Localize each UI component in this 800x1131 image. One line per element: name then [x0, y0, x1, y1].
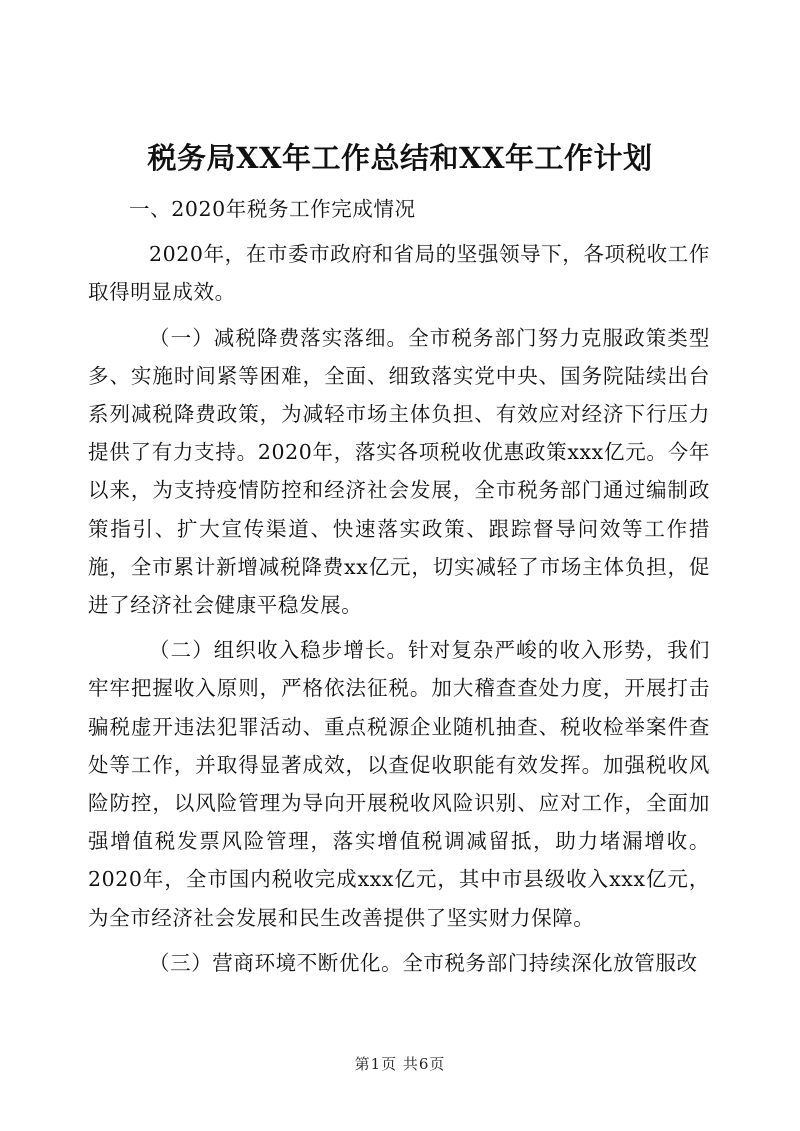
intro-paragraph: 2020年，在市委市政府和省局的坚强领导下，各项税收工作取得明显成效。	[88, 242, 710, 305]
paragraph-business-environment: （三）营商环境不断优化。全市税务部门持续深化放管服改	[149, 950, 698, 975]
section-heading: 一、2020年税务工作完成情况	[129, 197, 416, 221]
document-body	[88, 190, 710, 989]
paragraph-revenue-growth: （二）组织收入稳步增长。针对复杂严峻的收入形势，我们牢牢把握收入原则，严格依法征税。加大稽查查处力度，开展打击骗税虚开违法犯罪活动、重点税源企业随机抽查、税收检举案件查处等工作，并取得显著成效，以查促收职能有效发挥。加强税收风险防控，以风险管理为导向开展税收风险识别、应对工作，全面加强增值税发票风险管理，落实增值税调减留抵，助力堵漏增收。2020年，全市国内税收完成xxx亿元，其中市县级收入xxx亿元，为全市经济社会发展和民生改善提供了坚实财力保障。	[88, 638, 710, 930]
document-title: 税务局XX年工作总结和XX年工作计划	[147, 141, 653, 175]
paragraph-tax-reduction: （一）减税降费落实落细。全市税务部门努力克服政策类型多、实施时间紧等困难，全面、细致落实党中央、国务院陆续出台系列减税降费政策，为减轻市场主体负担、有效应对经济下行压力提供了有力支持。2020年，落实各项税收优惠政策xxx亿元。今年以来，为支持疫情防控和经济社会发展，全市税务部门通过编制政策指引、扩大宣传渠道、快速落实政策、跟踪督导问效等工作措施，全市累计新增减税降费xx亿元，切实减轻了市场主体负担，促进了经济社会健康平稳发展。	[88, 325, 710, 618]
page-number-footer: 第1页 共6页	[354, 1055, 446, 1073]
